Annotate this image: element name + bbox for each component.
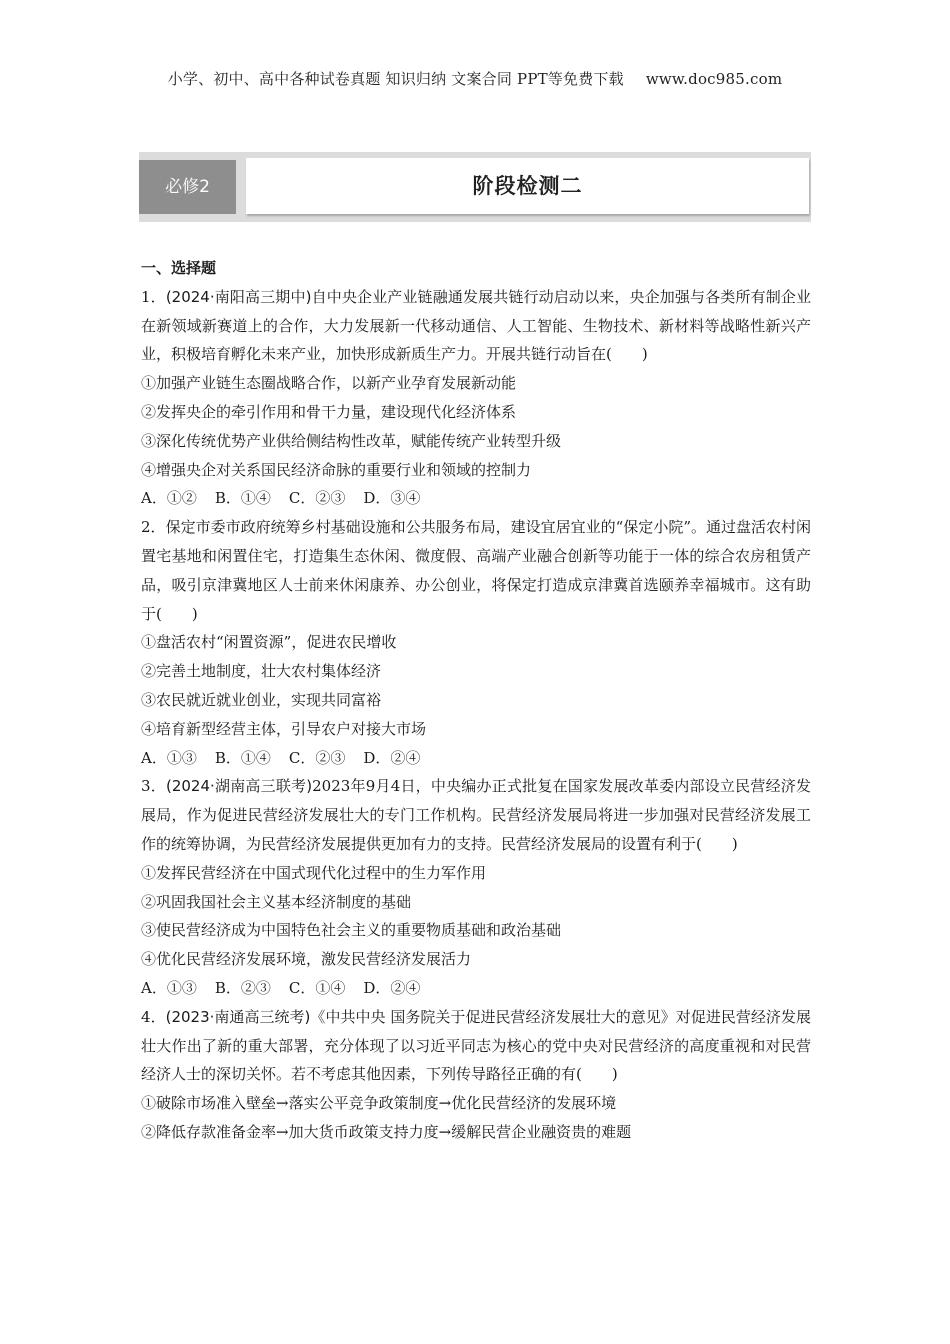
choice-c: C．②③	[288, 489, 346, 508]
question-text: 2023年9月4日，中央编办正式批复在国家发展改革委内部设立民营经济发展局，作为促进民营经济发展壮大的专门工作机构。民营经济发展局将进一步加强对民营经济发展工作的统筹协调，为民营经济发展提供更加有力的支持。民营经济发展局的设置有利于( )	[141, 777, 812, 853]
question-stem	[141, 513, 811, 628]
site-url-link[interactable]: www.doc985.com	[645, 70, 783, 88]
site-header	[0, 68, 950, 89]
question-list	[141, 254, 811, 1147]
question-text: 自中央企业产业链融通发展共链行动启动以来，央企加强与各类所有制企业在新领域新赛道上的合作，大力发展新一代移动通信、人工智能、生物技术、新材料等战略性新兴产业，积极培育孵化未来产业，加快形成新质生产力。开展共链行动旨在( )	[141, 287, 811, 364]
question-number: 3．	[141, 777, 166, 796]
question-source: (2023·南通高三统考)	[165, 1007, 311, 1026]
module-tag: 必修2	[139, 160, 236, 214]
option-item: ④增强央企对关系国民经济命脉的重要行业和领域的控制力	[141, 460, 532, 479]
choice-a: A．①②	[141, 489, 197, 508]
question-stem	[141, 1003, 811, 1089]
option-item: ③农民就近就业创业，实现共同富裕	[141, 690, 382, 709]
option-item: ①盘活农村“闲置资源”，促进农民增收	[141, 633, 397, 652]
option-item: ①加强产业链生态圈战略合作，以新产业孕育发展新动能	[141, 374, 517, 393]
option-item: ②完善土地制度，壮大农村集体经济	[141, 662, 382, 681]
choice-d: D．②④	[363, 748, 421, 767]
choice-b: B．①④	[214, 489, 271, 508]
choice-b: B．②③	[214, 978, 271, 997]
question-number: 1．	[141, 287, 166, 306]
question-stem	[141, 283, 811, 369]
question-4	[141, 1003, 811, 1147]
option-item: ②降低存款准备金率→加大货币政策支持力度→缓解民营企业融资贵的难题	[141, 1122, 632, 1141]
section-title: 一、选择题	[141, 259, 217, 277]
choice-d: D．③④	[363, 489, 421, 508]
choice-a: A．①③	[141, 978, 197, 997]
choice-a: A．①③	[141, 748, 197, 767]
question-3	[141, 772, 811, 1002]
site-header-text: 小学、初中、高中各种试卷真题 知识归纳 文案合同 PPT等免费下载	[167, 70, 624, 88]
option-item: ②发挥央企的牵引作用和骨干力量，建设现代化经济体系	[141, 402, 517, 421]
choice-d: D．②④	[363, 978, 421, 997]
chapter-banner	[139, 152, 811, 222]
choice-c: C．②③	[288, 748, 346, 767]
question-source: (2024·湖南高三联考)	[165, 777, 313, 796]
question-1	[141, 283, 811, 513]
question-number: 2．	[141, 518, 166, 537]
option-item: ③深化传统优势产业供给侧结构性改革，赋能传统产业转型升级	[141, 431, 562, 450]
option-item: ④培育新型经营主体，引导农户对接大市场	[141, 719, 427, 738]
page-title: 阶段检测二	[246, 158, 809, 214]
option-item: ①破除市场准入壁垒→落实公平竞争政策制度→优化民营经济的发展环境	[141, 1094, 617, 1113]
answer-choices	[141, 974, 811, 1003]
question-stem	[141, 772, 811, 858]
answer-choices	[141, 484, 811, 513]
question-source: (2024·南阳高三期中)	[165, 287, 312, 306]
option-item: ④优化民营经济发展环境，激发民营经济发展活力	[141, 950, 472, 969]
choice-b: B．①④	[214, 748, 271, 767]
question-2	[141, 513, 811, 772]
question-text: 《中共中央 国务院关于促进民营经济发展壮大的意见》对促进民营经济发展壮大作出了新的重大部署，充分体现了以习近平同志为核心的党中央对民营经济的高度重视和对民营经济人士的深切关怀。若不考虑其他因素，下列传导路径正确的有( )	[141, 1007, 811, 1084]
choice-c: C．①④	[288, 978, 346, 997]
option-item: ②巩固我国社会主义基本经济制度的基础	[141, 892, 412, 911]
option-item: ③使民营经济成为中国特色社会主义的重要物质基础和政治基础	[141, 921, 562, 940]
option-item: ①发挥民营经济在中国式现代化过程中的生力军作用	[141, 863, 487, 882]
question-text: 保定市委市政府统筹乡村基础设施和公共服务布局，建设宜居宜业的“保定小院”。通过盘活农村闲置宅基地和闲置住宅，打造集生态休闲、微度假、高端产业融合创新等功能于一体的综合农房租赁产品，吸引京津冀地区人士前来休闲康养、办公创业，将保定打造成京津冀首选颐养幸福城市。这有助于( )	[141, 518, 812, 623]
question-number: 4．	[141, 1007, 166, 1026]
answer-choices	[141, 744, 811, 773]
